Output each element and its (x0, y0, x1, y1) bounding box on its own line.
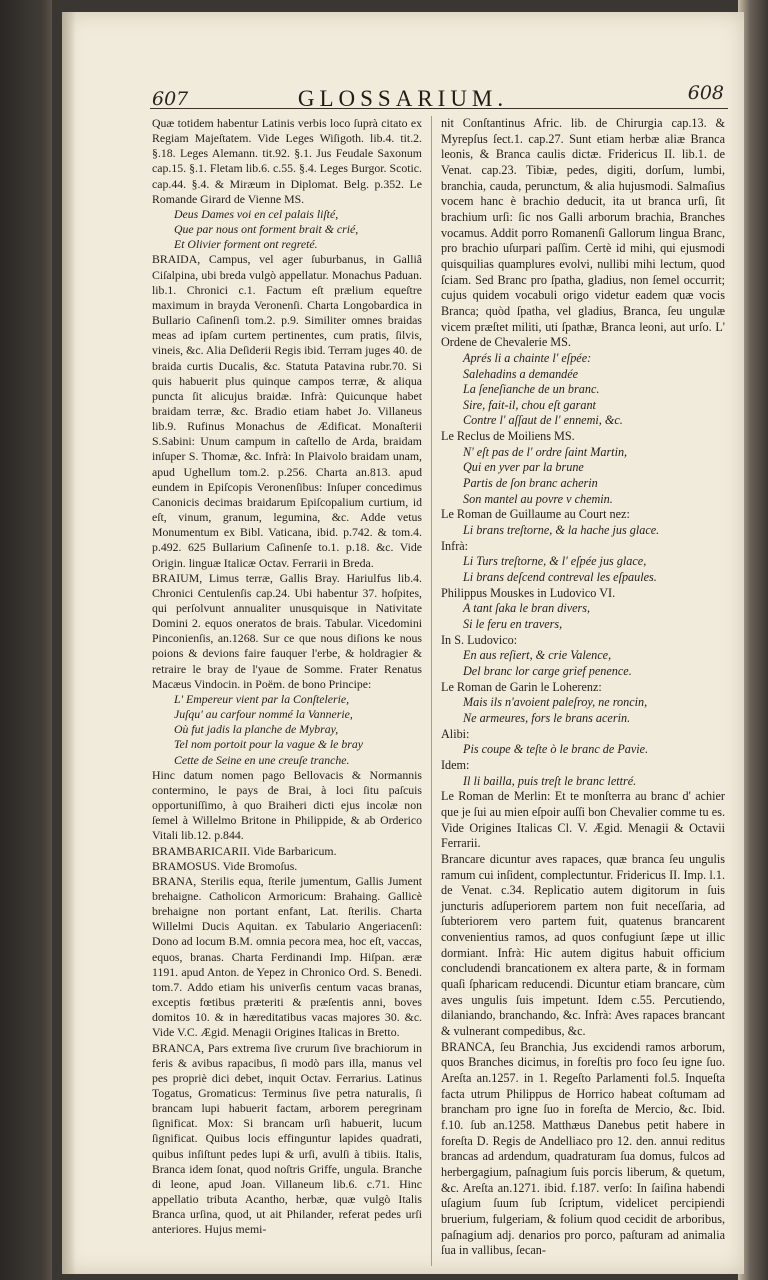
paragraph: BRANA, Sterilis equa, ſterile jumentum, Gallis Jument brehaigne. Catholicon Armoricum: Brahaing. Gallicè brehaigne non portant enfant, Lat. ſterilis. Charta Willelmi Ducis Aquitan. ex Tabulario Angeriacenſi: Dono ad locum B.M. omnia pecora mea, hoc eſt, vaccas, equos, branas. Charta Ferdinandi Imp. Hiſpan. æræ 1191. apud Anton. de Yepez in Chronico Ord. S. Benedi. tom.7. Addo etiam his univerſis centum vacas branas, exceptis fœtibus præteriti & præſentis anni, boves domitos 10. & in hæreditatibus vacas majores 30. &c. Vide V.C. Ægid. Menagii Origines Italicas in Bretto. (152, 873, 422, 1040)
page-number-left: 607 (152, 88, 189, 110)
paragraph: Idem: (441, 757, 470, 772)
verse-line: Li brans treſtorne, & la hache jus glace. (463, 523, 660, 538)
verse-line: Où fut jadis la planche de Mybray, (174, 722, 339, 737)
paragraph: BRAMBARICARII. Vide Barbaricum. (152, 843, 337, 858)
verse-line: Li brans deſcend contreval les eſpaules. (463, 570, 657, 585)
verse-line: Que par nous ont forment brait & crié, (174, 222, 359, 237)
verse-line: A tant ſaka le bran divers, (463, 601, 591, 616)
paragraph: BRAIDA, Campus, vel ager ſuburbanus, in Galliâ Ciſalpina, ubi breda vulgò appellatur. Monachus Paduan. lib.1. Chronici c.1. Factum eſt prælium equeſtre maximum in brayda Veronenſi. Charta Longobardica in Bullario Caſinenſi tom.2. p.9. Similiter omnes braidas meas ad ipſam curtem pertinentes, cum pratis, ſilvis, vineis, &c. Alia Deſiderii Regis ibid. Terram juges 40. de braida curtis Ducalis, &c. Statuta Patavina rubr.70. Si quis habuerit plus quinque campos terræ, & aliqua puncta ſit alicujus braidæ. Infrà: Quicunque habet braidam terræ, &c. Bradio etiam habet Jo. Villaneus lib.9. Rufinus Monachus de Ædificat. Monaſterii S.Sabini: Unum campum in caſtello de Arda, braidam inſuper S. Thomæ, &c. Infrà: In Plaivolo braidam unam, apud Ughellum tom.2. p.256. Charta an.813. apud eundem in Epiſcopis Veronenſibus: Inſuper concedimus Canonicis decimas braidarum Epiſcopalium curtium, id eſt, vinum, granum, legumina, &c. Adde vetus Monumentum ex Bibl. Vaticana, ibid. p.742. & tom.4. p.492. 625 Bullarium Caſinenſe to.1. p.18. &c. Vide Origin. linguæ Italicæ Octav. Ferrarii in Breda. (152, 252, 422, 570)
paragraph: Hinc datum nomen pago Bellovacis & Normannis contermino, le pays de Brai, à loci ſitu paſcuis opportuniſſimo, à quo Braiheri dicti ejus incolæ non ſemel à Willelmo Britone in Philippide, & ab Orderico Vitali lib.12. p.844. (152, 767, 422, 843)
verse-line: Ne armeures, fors le brans acerin. (463, 710, 631, 725)
left-column (152, 116, 422, 1238)
verse-line: Cette de Seine en une creuſe tranche. (174, 752, 350, 767)
running-header (62, 70, 744, 110)
paragraph: nit Conſtantinus Afric. lib. de Chirurgia cap.13. & Myrepſus ſect.1. cap.27. Sunt etiam herbæ aliæ Branca leonis, & Branca caulis dictæ. Fridericus II. lib.1. de Venat. cap.23. Tibiæ, pedes, digiti, dorſum, lumbi, branchia, cauda, perunctum, & alia hujusmodi. Salmaſius vocem hanc è brachio deducit, ita ut branca urſi, ſit brachium urſi: ſic nos Galli arborum brachia, Branches vocamus. Addit porro Romanenſi Gallorum lingua Branc, pro brachio uſurpari paſſim. Certè id mihi, qui ejusmodi quisquilias quamplures evolvi, nullibi mihi lectum, quod ſciam. Sed Branc pro ſpatha, gladius, non ſemel occurrit; cujus quidem vocabuli origo videtur eadem quæ vocis Branca; quòd ſpatha, vel gladius, Branca, ſeu ungulæ vicem præſtet militi, uti ſpathæ, Branca leoni, aut urſo. L' Ordene de Chevalerie MS. (441, 116, 725, 350)
verse-line: En aus reſiert, & crie Valence, (463, 648, 612, 663)
paragraph: Philippus Mouskes in Ludovico VI. (441, 585, 616, 600)
verse-line: Contre l' aſſaut de l' ennemi, &c. (463, 413, 623, 428)
book-spine-shadow (0, 0, 52, 1280)
verse-line: Del branc lor carge grief penence. (463, 663, 632, 678)
paragraph: In S. Ludovico: (441, 632, 518, 647)
paragraph: Le Reclus de Moiliens MS. (441, 429, 575, 444)
verse-line: Il li bailla, puis treſt le branc lettré. (463, 773, 637, 788)
verse-line: Li Turs treſtorne, & l' eſpée jus glace, (463, 554, 647, 569)
verse-line: Son mantel au povre v chemin. (463, 491, 613, 506)
header-rule (150, 108, 728, 109)
verse-line: Qui en yver par la brune (463, 460, 584, 475)
verse-line: Deus Dames voi en cel palais liſté, (174, 206, 339, 221)
page (62, 12, 744, 1274)
paragraph: Le Roman de Garin le Loherenz: (441, 679, 602, 694)
verse-line: Et Olivier forment ont regreté. (174, 237, 318, 252)
verse-line: Mais ils n'avoient paleſroy, ne roncin, (463, 695, 648, 710)
running-title: GLOSSARIUM. (297, 86, 509, 111)
verse-line: Tel nom portoit pour la vague & le bray (174, 737, 363, 752)
verse-line: Pis coupe & teſte ò le branc de Pavie. (463, 742, 649, 757)
column-divider (431, 116, 432, 1266)
verse-line: Sire, fait-il, chou eſt garant (463, 397, 596, 412)
page-gutter (62, 12, 76, 1274)
verse-line: Si le feru en travers, (463, 617, 563, 631)
paragraph: Alibi: (441, 726, 470, 741)
verse-line: L' Empereur vient par la Conſtelerie, (174, 691, 350, 706)
verse-line: Juſqu' au carfour nommé la Vannerie, (174, 707, 353, 722)
paragraph: Infrà: (441, 538, 469, 553)
paragraph: BRANCA, ſeu Branchia, Jus excidendi ramos arborum, quos Branches dicimus, in foreſtis pro foco ſeu igne ſuo. Areſta an.1257. in 1. Regeſto Parlamenti fol.5. Inqueſta facta utrum Philippus de Horrico habeat coſtumam ad brancham pro igne ſuo in foreſta de Mercio, &c. Ibid. f.10. ſub an.1258. Matthæus Danebus petit habere in foreſta D. Regis de Andelliaco pro 12. den. annui reditus brancas ad ardendum, quadraturam ſua domus, fulcos ad herbergagium, paſnagium ſuis porcis liberum, & quetum, &c. Areſta an.1271. ibid. f.187. verſo: In ſaiſina habendi uſagium ſuum ſub ſcriptum, videlicet percipiendi bruerium, fulgeriam, & folium quod cecidit de arboribus, paſnagium adj. denarios pro porco, paſturam ad animalia ſua in vallibus, ſecan- (441, 1039, 725, 1258)
verse-line: Partis de ſon branc acherin (463, 476, 598, 491)
paragraph: Quæ totidem habentur Latinis verbis loco ſuprà citato ex Regiam Majeſtatem. Vide Leges Wiſigoth. lib.4. tit.2. §.18. Leges Alemann. tit.92. §.1. Jus Feudale Saxonum cap.15. §.1. Fletam lib.6. c.55. §.4. Leges Burgor. Scotic. cap.44. §.4. & Miræum in Diplomat. Belg. p.352. Le Romande Girard de Vienne MS. (152, 116, 422, 206)
paragraph: BRANCA, Pars extrema ſive crurum ſive brachiorum in feris & avibus rapacibus, ſi modò pars illa, manus vel pes propriè dici debet, inquit Octav. Ferrarius. Latinus Togatus, Gromaticus: Terminus ſive petra naturalis, ſi brancam lupi habuerit factam, arborem peregrinam ſignificat. Mox: Si brancam urſi habuerit, lucum ſignificat. Quibus locis effinguntur lapides quadrati, quibus inſiſtunt pedes lupi & urſi, avulſi à tibiis. Italis, Branca idem ſonat, quod noſtris Griffe, ungula. Branche di leone, apud Joan. Villaneum lib.6. c.71. Hinc appellatio tributa Acantho, herbæ, quæ vulgò Italis Branca urſina, quod, ut ait Philander, referat pedes urſi anteriores. Hujus memi- (152, 1040, 422, 1237)
paragraph: Brancare dicuntur aves rapaces, quæ branca ſeu ungulis ramum cui inſident, complectuntur. Fridericus II. Imp. l.1. de Venat. c.34. Replicatio autem digitorum in ſuis juncturis adſuperiorem partem non fuit neceſſaria, ad ſubteriorem vero partem fuit, quatenus brancarent convenientius ramos, ad quos confugiunt ſæpe ut illic dormiant. Infrà: Hic autem digitus habuit officium concludendi brancationem ex altera parte, & in formam quaſi ſpharicam reducendi. Dicuntur etiam brancare, cùm aves ungulis ſuis impetunt. Idem c.55. Percutiendo, dilaniando, branchando, &c. Infrà: Aves rapaces brancant & vulnerant compedibus, &c. (441, 851, 725, 1039)
verse-line: La ſeneſianche de un branc. (463, 382, 600, 397)
paragraph: Le Roman de Guillaume au Court nez: (441, 507, 630, 522)
right-column (441, 116, 725, 1259)
verse-line: Aprés li a chainte l' eſpée: (463, 350, 592, 365)
paragraph: Le Roman de Merlin: Et te monſterra au branc d' achier que je ſui au mien eſpoir auſſi bon Chevalier comme tu es. Vide Origines Italicas Cl. V. Ægid. Menagii & Octavii Ferrarii. (441, 789, 725, 851)
paragraph: BRAMOSUS. Vide Bromoſus. (152, 858, 298, 873)
paragraph: BRAIUM, Limus terræ, Gallis Bray. Hariulfus lib.4. Chronici Centulenſis cap.24. Ubi habentur 37. hoſpites, qui perſolvunt annualiter unusquisque in Nativitate Domini 2. equos oneratos de brais. Tabular. Vicedomini Pinconienſis, an.1268. Sur ce que nous diſions ke nous poions & devions faire fauquer l'erbe, & holdragier & retraire le bray de l'yaue de Somme. Frater Renatus Macæus Vindocin. in Poëm. de bono Principe: (152, 570, 422, 691)
verse-line: Salehadins a demandée (463, 366, 579, 381)
verse-line: N' eſt pas de l' ordre ſaint Martin, (463, 444, 628, 459)
page-number-right: 608 (687, 82, 724, 104)
